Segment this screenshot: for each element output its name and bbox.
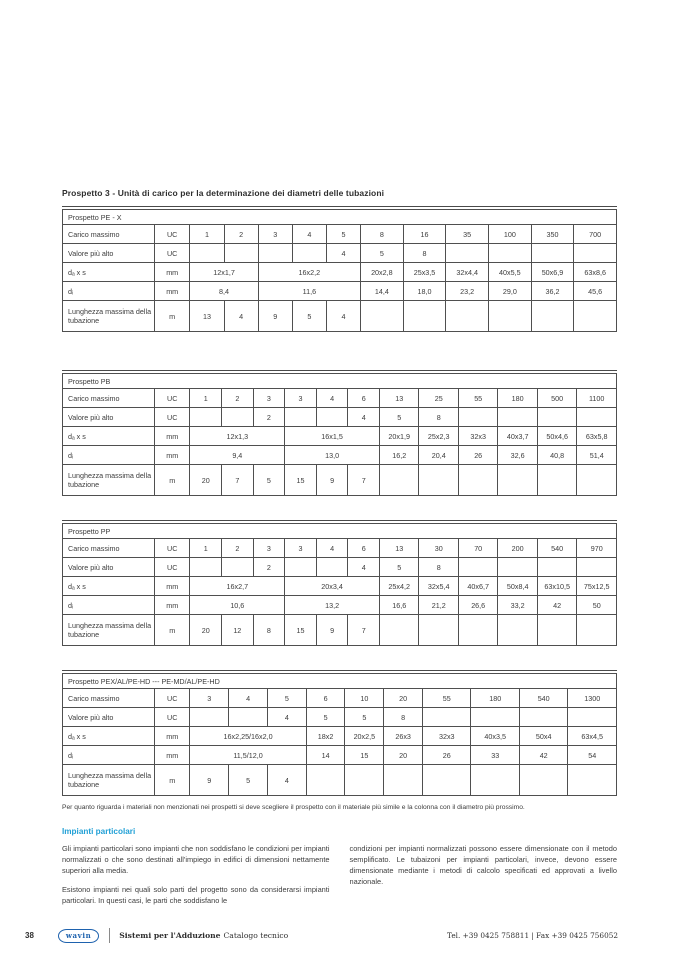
table-cell: 6 [348, 539, 380, 558]
table-row [63, 389, 617, 408]
table-cell [498, 615, 537, 646]
table-cell: 100 [489, 225, 532, 244]
table-pe-x [62, 206, 617, 332]
data-table-pex-al-pe-hd [62, 673, 617, 796]
table-cell: 700 [574, 225, 617, 244]
table-cell: 4 [348, 558, 380, 577]
table-cell [379, 465, 418, 496]
table-cell: 29,0 [489, 282, 532, 301]
table-cell: 4 [229, 689, 268, 708]
table-cell: 8 [361, 225, 404, 244]
table-cell: 180 [471, 689, 519, 708]
table-cell: 13 [379, 389, 418, 408]
row-label: Valore più alto [63, 244, 155, 263]
table-cell [384, 765, 423, 796]
table-cell [316, 408, 348, 427]
row-unit: UC [154, 539, 189, 558]
table-cell: 32x4,4 [446, 263, 489, 282]
row-unit: mm [154, 596, 189, 615]
table-cell: 33,2 [498, 596, 537, 615]
table-cell [316, 558, 348, 577]
table-cell [577, 465, 617, 496]
table-cell: 5 [379, 558, 418, 577]
table-row [63, 465, 617, 496]
table-row [63, 408, 617, 427]
table-cell [537, 465, 576, 496]
table-cell: 20x1,9 [379, 427, 418, 446]
table-pp [62, 520, 617, 646]
tables-container [62, 206, 617, 796]
page-number: 38 [25, 931, 34, 940]
table-cell: 26 [423, 746, 471, 765]
page-content [62, 188, 617, 915]
row-unit: UC [154, 225, 189, 244]
table-cell [306, 765, 345, 796]
table-cell: 32x5,4 [419, 577, 458, 596]
row-unit: mm [154, 263, 189, 282]
table-cell: 540 [537, 539, 576, 558]
table-cell: 9 [316, 465, 348, 496]
table-cell: 5 [326, 225, 360, 244]
right-column [350, 843, 618, 915]
table-row [63, 727, 617, 746]
table-row [63, 244, 617, 263]
table-cell: 1 [190, 389, 222, 408]
table-cell [190, 558, 222, 577]
table-cell: 5 [229, 765, 268, 796]
table-cell [577, 408, 617, 427]
table-cell: 10 [345, 689, 384, 708]
row-label: Lunghezza massima della tubazione [63, 615, 155, 646]
table-cell: 36,2 [531, 282, 574, 301]
row-unit: m [154, 615, 189, 646]
table-cell: 16x2,25/16x2,0 [190, 727, 306, 746]
table-cell: 75x12,5 [577, 577, 617, 596]
row-label: Valore più alto [63, 558, 155, 577]
table-cell: 63x5,8 [577, 427, 617, 446]
table-cell [423, 708, 471, 727]
table-header-label: Prospetto PP [63, 524, 617, 539]
table-cell [446, 244, 489, 263]
table-row [63, 301, 617, 332]
table-cell: 5 [267, 689, 306, 708]
table-cell: 4 [326, 244, 360, 263]
table-cell: 11,6 [258, 282, 360, 301]
table-cell: 13 [190, 301, 224, 332]
table-cell: 180 [498, 389, 537, 408]
table-cell: 1 [190, 539, 222, 558]
table-cell: 3 [190, 689, 229, 708]
data-table-pp [62, 523, 617, 646]
table-cell: 500 [537, 389, 576, 408]
table-cell [419, 615, 458, 646]
table-row [63, 689, 617, 708]
table-cell: 7 [348, 465, 380, 496]
table-row [63, 225, 617, 244]
table-cell: 25 [419, 389, 458, 408]
table-cell: 16,2 [379, 446, 418, 465]
tables-footnote: Per quanto riguarda i materiali non menzionati nei prospetti si deve scegliere il prospetto con il materiale più simile e la colonna con il diametro più prossimo. [62, 804, 525, 811]
table-cell [222, 558, 254, 577]
table-pex-al-pe-hd [62, 670, 617, 796]
table-cell [498, 465, 537, 496]
table-header-label: Prospetto PB [63, 374, 617, 389]
table-cell: 50 [577, 596, 617, 615]
table-cell [458, 615, 497, 646]
table-row [63, 708, 617, 727]
table-cell [190, 408, 222, 427]
table-cell: 1100 [577, 389, 617, 408]
table-cell: 40,8 [537, 446, 576, 465]
table-header-label: Prospetto PE - X [63, 210, 617, 225]
table-cell: 5 [292, 301, 326, 332]
table-cell: 4 [267, 765, 306, 796]
row-label: Carico massimo [63, 689, 155, 708]
table-cell: 5 [253, 465, 285, 496]
table-cell: 45,6 [574, 282, 617, 301]
table-cell [222, 408, 254, 427]
table-cell [577, 615, 617, 646]
row-unit: mm [154, 727, 189, 746]
table-cell: 70 [458, 539, 497, 558]
row-label: Valore più alto [63, 708, 155, 727]
table-cell: 25x3,5 [403, 263, 446, 282]
table-cell: 55 [423, 689, 471, 708]
table-row [63, 596, 617, 615]
table-cell [568, 708, 617, 727]
table-cell: 50x4,6 [537, 427, 576, 446]
table-cell: 20 [384, 746, 423, 765]
table-cell: 1300 [568, 689, 617, 708]
table-cell: 40x5,5 [489, 263, 532, 282]
row-label: dₐ x s [63, 263, 155, 282]
table-cell [403, 301, 446, 332]
table-cell [519, 765, 567, 796]
table-cell: 42 [519, 746, 567, 765]
table-cell: 26,6 [458, 596, 497, 615]
row-label: Carico massimo [63, 389, 155, 408]
table-cell [537, 408, 576, 427]
table-cell [574, 301, 617, 332]
table-cell: 54 [568, 746, 617, 765]
table-header-row [63, 524, 617, 539]
table-cell: 20 [190, 615, 222, 646]
table-row [63, 615, 617, 646]
table-cell: 8 [384, 708, 423, 727]
table-cell: 25x4,2 [379, 577, 418, 596]
table-cell [458, 408, 497, 427]
table-cell: 16x2,7 [190, 577, 285, 596]
table-cell: 51,4 [577, 446, 617, 465]
footer-contact: Tel. +39 0425 758811 | Fax +39 0425 756052 [447, 931, 618, 940]
table-cell: 2 [253, 408, 285, 427]
table-cell: 15 [285, 615, 317, 646]
page-title: Prospetto 3 - Unità di carico per la determinazione dei diametri delle tubazioni [62, 188, 385, 198]
data-table-pe-x [62, 209, 617, 332]
table-cell: 12 [222, 615, 254, 646]
table-cell [190, 708, 229, 727]
row-label: Lunghezza massima della tubazione [63, 765, 155, 796]
table-cell: 8 [419, 408, 458, 427]
row-unit: UC [154, 389, 189, 408]
table-cell: 23,2 [446, 282, 489, 301]
table-cell [285, 558, 317, 577]
table-cell: 350 [531, 225, 574, 244]
table-cell: 8,4 [190, 282, 258, 301]
paragraph: Esistono impianti nei quali solo parti del progetto sono da considerarsi impianti particolari. In questi casi, le parti che soddisfano le [62, 885, 330, 906]
table-cell: 4 [326, 301, 360, 332]
table-cell: 4 [267, 708, 306, 727]
table-row [63, 577, 617, 596]
table-cell: 32x3 [458, 427, 497, 446]
row-unit: UC [154, 689, 189, 708]
table-cell: 18x2 [306, 727, 345, 746]
table-cell: 9 [190, 765, 229, 796]
table-cell: 4 [348, 408, 380, 427]
table-cell: 6 [348, 389, 380, 408]
table-cell: 63x10,5 [537, 577, 576, 596]
table-cell: 11,5/12,0 [190, 746, 306, 765]
table-cell: 18,0 [403, 282, 446, 301]
row-unit: UC [154, 408, 189, 427]
table-cell: 40x3,5 [471, 727, 519, 746]
table-cell: 63x4,5 [568, 727, 617, 746]
table-header-label: Prospetto PEX/AL/PE-HD --- PE-MD/AL/PE-HD [63, 674, 617, 689]
table-cell: 15 [285, 465, 317, 496]
table-cell [519, 708, 567, 727]
table-cell: 25x2,3 [419, 427, 458, 446]
table-row [63, 446, 617, 465]
table-cell [423, 765, 471, 796]
table-cell: 50x8,4 [498, 577, 537, 596]
data-table-pb [62, 373, 617, 496]
table-cell: 16x2,2 [258, 263, 360, 282]
table-cell [285, 408, 317, 427]
table-row [63, 558, 617, 577]
table-cell: 20x3,4 [285, 577, 380, 596]
table-cell: 2 [222, 389, 254, 408]
table-cell: 14 [306, 746, 345, 765]
table-cell: 20x2,5 [345, 727, 384, 746]
table-row [63, 539, 617, 558]
row-label: dᵢ [63, 596, 155, 615]
table-cell: 50x4 [519, 727, 567, 746]
table-cell: 12x1,7 [190, 263, 258, 282]
table-cell: 2 [224, 225, 258, 244]
table-cell: 20x2,8 [361, 263, 404, 282]
table-cell: 50x6,9 [531, 263, 574, 282]
row-label: dᵢ [63, 446, 155, 465]
table-pb [62, 370, 617, 496]
table-cell: 20 [384, 689, 423, 708]
row-label: Lunghezza massima della tubazione [63, 301, 155, 332]
row-label: Carico massimo [63, 225, 155, 244]
table-cell: 1 [190, 225, 224, 244]
table-cell: 7 [222, 465, 254, 496]
row-unit: mm [154, 577, 189, 596]
table-cell [531, 244, 574, 263]
table-cell [458, 558, 497, 577]
table-cell: 4 [224, 301, 258, 332]
table-cell [419, 465, 458, 496]
table-cell [577, 558, 617, 577]
table-cell: 16,6 [379, 596, 418, 615]
row-unit: mm [154, 427, 189, 446]
table-cell: 2 [222, 539, 254, 558]
table-cell: 540 [519, 689, 567, 708]
table-cell: 2 [253, 558, 285, 577]
table-cell: 13,2 [285, 596, 380, 615]
table-cell: 200 [498, 539, 537, 558]
table-cell: 9 [316, 615, 348, 646]
table-cell: 4 [316, 389, 348, 408]
page-footer [25, 928, 618, 943]
footer-series-title: Sistemi per l'Adduzione [119, 931, 221, 940]
row-label: Carico massimo [63, 539, 155, 558]
table-cell: 4 [292, 225, 326, 244]
table-cell: 4 [316, 539, 348, 558]
table-cell [498, 558, 537, 577]
table-cell [446, 301, 489, 332]
table-cell [361, 301, 404, 332]
table-cell: 35 [446, 225, 489, 244]
table-cell [537, 558, 576, 577]
row-unit: m [154, 765, 189, 796]
table-cell: 13 [379, 539, 418, 558]
table-row [63, 746, 617, 765]
table-cell [345, 765, 384, 796]
table-cell [258, 244, 292, 263]
table-row [63, 263, 617, 282]
table-cell: 6 [306, 689, 345, 708]
row-unit: mm [154, 746, 189, 765]
section-heading: Impianti particolari [62, 827, 136, 836]
table-cell: 3 [285, 389, 317, 408]
row-label: dᵢ [63, 282, 155, 301]
table-cell: 5 [361, 244, 404, 263]
row-unit: m [154, 465, 189, 496]
table-row [63, 765, 617, 796]
table-header-row [63, 674, 617, 689]
table-cell: 42 [537, 596, 576, 615]
table-cell: 12x1,3 [190, 427, 285, 446]
table-cell: 30 [419, 539, 458, 558]
table-row [63, 282, 617, 301]
row-unit: m [154, 301, 189, 332]
table-row [63, 427, 617, 446]
table-cell [574, 244, 617, 263]
table-cell [498, 408, 537, 427]
row-label: dₐ x s [63, 577, 155, 596]
table-cell [489, 301, 532, 332]
row-label: dₐ x s [63, 427, 155, 446]
row-unit: UC [154, 244, 189, 263]
table-cell: 9,4 [190, 446, 285, 465]
table-cell: 40x6,7 [458, 577, 497, 596]
table-cell: 13,0 [285, 446, 380, 465]
row-unit: mm [154, 446, 189, 465]
table-cell: 8 [419, 558, 458, 577]
table-cell [292, 244, 326, 263]
left-column [62, 843, 330, 915]
paragraph: condizioni per impianti normalizzati possono essere dimensionate con il metodo semplificato. Le tubaizoni per impianti particolari, invece, devono essere dimensionate mediante i metodi di calcolo specificati ed approvati a livello nazionale. [349, 844, 617, 887]
table-cell: 55 [458, 389, 497, 408]
table-cell [537, 615, 576, 646]
table-cell: 8 [403, 244, 446, 263]
table-cell: 10,6 [190, 596, 285, 615]
paragraph: Gli impianti particolari sono impianti che non soddisfano le condizioni per impianti normalizzati o che sono destinati all'impiego in edifici di dimensioni nettamente superiori alla media. [62, 844, 330, 876]
table-cell [224, 244, 258, 263]
two-column-text [62, 843, 617, 915]
table-cell: 16x1,5 [285, 427, 380, 446]
row-unit: UC [154, 708, 189, 727]
table-header-row [63, 210, 617, 225]
table-cell: 21,2 [419, 596, 458, 615]
table-cell: 63x8,6 [574, 263, 617, 282]
table-cell [568, 765, 617, 796]
table-cell: 26 [458, 446, 497, 465]
table-cell: 8 [253, 615, 285, 646]
table-cell: 7 [348, 615, 380, 646]
row-label: dₐ x s [63, 727, 155, 746]
table-cell: 40x3,7 [498, 427, 537, 446]
table-cell [531, 301, 574, 332]
table-cell [489, 244, 532, 263]
table-cell: 32x3 [423, 727, 471, 746]
footer-series [119, 931, 288, 940]
row-unit: mm [154, 282, 189, 301]
table-cell: 15 [345, 746, 384, 765]
table-cell [471, 765, 519, 796]
table-cell: 33 [471, 746, 519, 765]
table-cell: 20 [190, 465, 222, 496]
row-label: dᵢ [63, 746, 155, 765]
table-cell: 970 [577, 539, 617, 558]
row-label: Valore più alto [63, 408, 155, 427]
table-cell: 26x3 [384, 727, 423, 746]
table-cell [190, 244, 224, 263]
table-cell: 32,6 [498, 446, 537, 465]
table-cell: 3 [253, 539, 285, 558]
table-cell: 14,4 [361, 282, 404, 301]
table-cell: 5 [306, 708, 345, 727]
table-cell [471, 708, 519, 727]
row-label: Lunghezza massima della tubazione [63, 465, 155, 496]
table-cell: 3 [258, 225, 292, 244]
footer-divider [109, 928, 110, 943]
table-header-row [63, 374, 617, 389]
table-cell: 5 [379, 408, 418, 427]
table-cell: 3 [285, 539, 317, 558]
table-cell [229, 708, 268, 727]
table-cell: 20,4 [419, 446, 458, 465]
table-cell: 16 [403, 225, 446, 244]
row-unit: UC [154, 558, 189, 577]
table-cell: 3 [253, 389, 285, 408]
table-cell [379, 615, 418, 646]
table-cell: 9 [258, 301, 292, 332]
footer-series-subtitle: Catalogo tecnico [223, 931, 289, 940]
table-cell [458, 465, 497, 496]
wavin-logo: wavin [58, 929, 99, 943]
table-cell: 5 [345, 708, 384, 727]
